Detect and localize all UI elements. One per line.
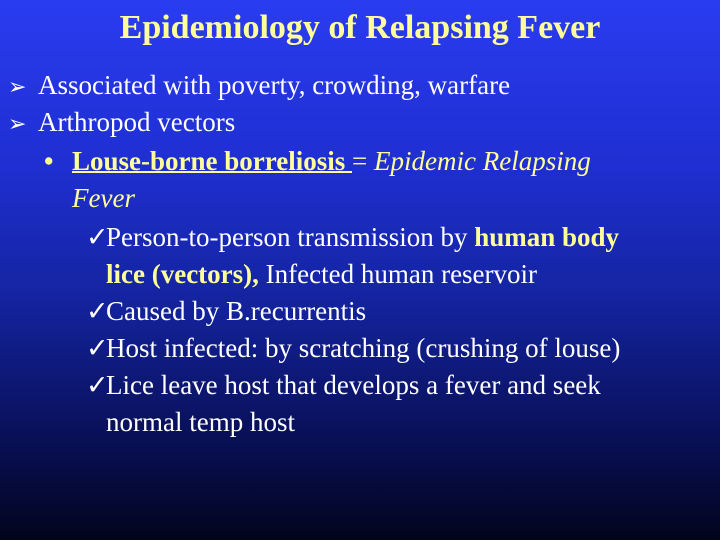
highlight-lice-vectors: lice (vectors), [106, 259, 259, 289]
check-text: Person-to-person transmission by [106, 222, 475, 252]
check-text-reservoir: Infected human reservoir [258, 259, 538, 289]
slide-title: Epidemiology of Relapsing Fever [119, 9, 601, 46]
bullet-associated [8, 67, 510, 105]
check-item-transmission [86, 219, 706, 293]
bullet-arthropod [8, 104, 235, 142]
term-louse-borne: Louse-borne borreliosis [72, 146, 353, 176]
arrow-bullet-icon: ➢ [8, 74, 27, 99]
sub-bullet-louse-borne [44, 143, 704, 217]
check-item-caused-by [86, 293, 706, 330]
check-text: Host infected: by scratching (crushing of louse) [106, 333, 621, 363]
dot-bullet-icon: • [44, 146, 54, 176]
epidemic-relapsing-text: Epidemic Relapsing [374, 146, 591, 176]
arrow-bullet-icon: ➢ [8, 111, 27, 136]
check-text: Lice leave host that develops a fever and seek [106, 370, 601, 400]
fever-text: Fever [72, 183, 135, 213]
highlight-human-body: human body [474, 222, 620, 252]
equals-sign: = [352, 146, 374, 176]
check-icon: ✓ [86, 222, 109, 252]
check-icon: ✓ [86, 370, 109, 400]
check-text-continued: normal temp host [106, 407, 295, 437]
bullet-text: Associated with poverty, crowding, warfare [38, 70, 511, 100]
check-text: Caused by B.recurrentis [106, 296, 367, 326]
check-icon: ✓ [86, 296, 109, 326]
check-item-lice-leave [86, 367, 706, 441]
check-icon: ✓ [86, 333, 109, 363]
check-item-host-infected [86, 330, 706, 367]
bullet-text: Arthropod vectors [38, 107, 236, 137]
